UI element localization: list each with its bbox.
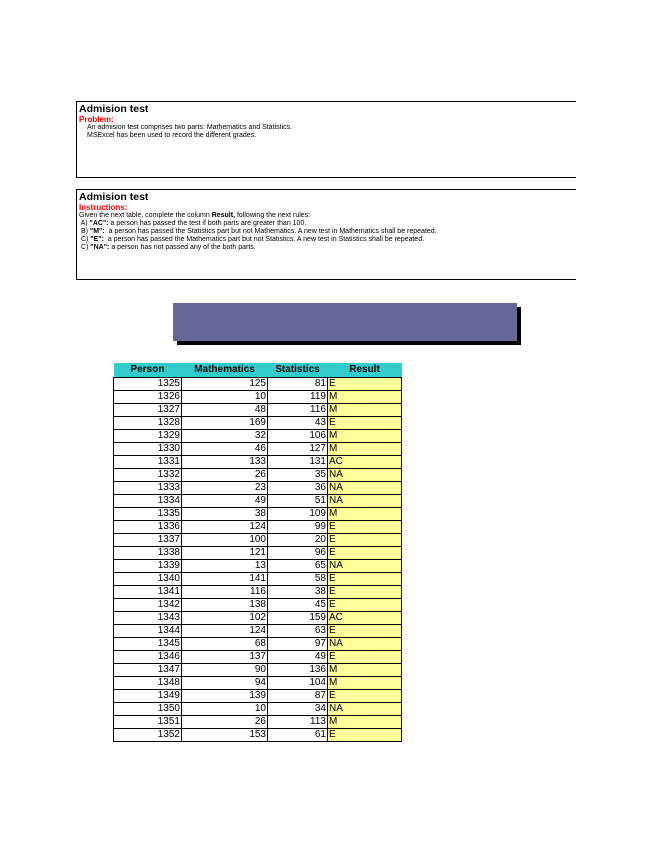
result-cell[interactable]: AC xyxy=(328,456,402,469)
mathematics-cell[interactable]: 169 xyxy=(182,417,268,430)
statistics-cell[interactable]: 58 xyxy=(268,573,328,586)
rule-text: a person has passed the Mathematics part but not Statistics. A new test in Statistics shall be repeated. xyxy=(103,236,425,243)
result-cell[interactable]: NA xyxy=(328,638,402,651)
rule-prefix: C) xyxy=(80,244,91,251)
table-row xyxy=(114,651,402,664)
result-cell[interactable]: M xyxy=(328,404,402,417)
result-cell[interactable]: M xyxy=(328,508,402,521)
result-cell[interactable]: E xyxy=(328,534,402,547)
result-cell[interactable]: AC xyxy=(328,612,402,625)
statistics-cell[interactable]: 87 xyxy=(268,690,328,703)
instructions-box xyxy=(76,189,576,280)
result-cell[interactable]: M xyxy=(328,391,402,404)
statistics-cell[interactable]: 131 xyxy=(268,456,328,469)
person-cell[interactable]: 1344 xyxy=(114,625,182,638)
person-cell[interactable]: 1347 xyxy=(114,664,182,677)
rule-text: a person has passed the Statistics part but not Mathematics. A new test in Mathematics shall be repeated. xyxy=(104,228,437,235)
table-row xyxy=(114,729,402,742)
mathematics-cell[interactable]: 116 xyxy=(182,586,268,599)
table-row xyxy=(114,664,402,677)
mathematics-cell[interactable]: 133 xyxy=(182,456,268,469)
statistics-cell[interactable]: 34 xyxy=(268,703,328,716)
mathematics-cell[interactable]: 125 xyxy=(182,378,268,391)
result-cell[interactable]: E xyxy=(328,729,402,742)
rule-key: "NA": xyxy=(90,244,110,251)
result-cell[interactable]: M xyxy=(328,443,402,456)
table-header-row xyxy=(114,363,402,378)
person-cell[interactable]: 1339 xyxy=(114,560,182,573)
result-cell[interactable]: M xyxy=(328,430,402,443)
mathematics-cell[interactable]: 90 xyxy=(182,664,268,677)
rule-prefix: C) xyxy=(80,236,91,243)
instructions-title: Admision test xyxy=(79,191,149,203)
table-row xyxy=(114,677,402,690)
mathematics-cell[interactable]: 138 xyxy=(182,599,268,612)
result-cell[interactable]: E xyxy=(328,521,402,534)
title-banner xyxy=(173,303,517,341)
statistics-cell[interactable]: 38 xyxy=(268,586,328,599)
person-cell[interactable]: 1329 xyxy=(114,430,182,443)
result-cell[interactable]: E xyxy=(328,547,402,560)
person-cell[interactable]: 1332 xyxy=(114,469,182,482)
statistics-cell[interactable]: 65 xyxy=(268,560,328,573)
table-row xyxy=(114,430,402,443)
statistics-cell[interactable]: 63 xyxy=(268,625,328,638)
rule-key: "E": xyxy=(90,236,104,243)
mathematics-cell[interactable]: 124 xyxy=(182,625,268,638)
mathematics-cell[interactable]: 49 xyxy=(182,495,268,508)
mathematics-cell[interactable]: 141 xyxy=(182,573,268,586)
person-cell[interactable]: 1340 xyxy=(114,573,182,586)
table-row xyxy=(114,417,402,430)
statistics-cell[interactable]: 97 xyxy=(268,638,328,651)
statistics-cell[interactable]: 99 xyxy=(268,521,328,534)
statistics-cell[interactable]: 136 xyxy=(268,664,328,677)
rule-prefix: B) xyxy=(80,228,90,235)
table-row xyxy=(114,638,402,651)
mathematics-cell[interactable]: 100 xyxy=(182,534,268,547)
instructions-intro xyxy=(79,212,576,220)
table-body xyxy=(114,378,402,742)
rule-prefix: A) xyxy=(80,220,90,227)
statistics-cell[interactable]: 43 xyxy=(268,417,328,430)
intro-text: Given the next table, complete the column xyxy=(79,212,212,219)
person-cell[interactable]: 1327 xyxy=(114,404,182,417)
statistics-cell[interactable]: 45 xyxy=(268,599,328,612)
person-cell[interactable]: 1349 xyxy=(114,690,182,703)
table-row xyxy=(114,690,402,703)
result-cell[interactable]: M xyxy=(328,677,402,690)
table-row xyxy=(114,456,402,469)
table-row xyxy=(114,716,402,729)
table-row xyxy=(114,391,402,404)
mathematics-cell[interactable]: 23 xyxy=(182,482,268,495)
mathematics-cell[interactable]: 94 xyxy=(182,677,268,690)
person-cell[interactable]: 1335 xyxy=(114,508,182,521)
rule-line xyxy=(79,236,576,244)
mathematics-cell[interactable]: 32 xyxy=(182,430,268,443)
mathematics-cell[interactable]: 48 xyxy=(182,404,268,417)
mathematics-cell[interactable]: 153 xyxy=(182,729,268,742)
statistics-cell[interactable]: 81 xyxy=(268,378,328,391)
grades-table xyxy=(113,363,402,742)
table-row xyxy=(114,612,402,625)
table-row xyxy=(114,482,402,495)
result-cell[interactable]: M xyxy=(328,664,402,677)
mathematics-cell[interactable]: 124 xyxy=(182,521,268,534)
result-cell[interactable]: E xyxy=(328,599,402,612)
statistics-cell[interactable]: 119 xyxy=(268,391,328,404)
person-cell[interactable]: 1341 xyxy=(114,586,182,599)
header-mathematics: Mathematics xyxy=(182,363,268,378)
statistics-cell[interactable]: 96 xyxy=(268,547,328,560)
person-cell[interactable]: 1346 xyxy=(114,651,182,664)
mathematics-cell[interactable]: 10 xyxy=(182,391,268,404)
person-cell[interactable]: 1330 xyxy=(114,443,182,456)
table-row xyxy=(114,495,402,508)
problem-line: MSExcel has been used to record the different grades. xyxy=(87,132,257,139)
person-cell[interactable]: 1334 xyxy=(114,495,182,508)
result-cell[interactable]: E xyxy=(328,625,402,638)
table-row xyxy=(114,404,402,417)
instructions-label: Instructions: xyxy=(79,203,128,212)
statistics-cell[interactable]: 127 xyxy=(268,443,328,456)
table-row xyxy=(114,573,402,586)
person-cell[interactable]: 1342 xyxy=(114,599,182,612)
statistics-cell[interactable]: 159 xyxy=(268,612,328,625)
mathematics-cell[interactable]: 137 xyxy=(182,651,268,664)
result-cell[interactable]: NA xyxy=(328,495,402,508)
result-cell[interactable]: E xyxy=(328,651,402,664)
problem-line: An admision test comprises two parts: Mathematics and Statistics. xyxy=(87,124,293,131)
statistics-cell[interactable]: 116 xyxy=(268,404,328,417)
result-cell[interactable]: NA xyxy=(328,703,402,716)
table-row xyxy=(114,521,402,534)
problem-box xyxy=(76,101,576,178)
header-statistics: Statistics xyxy=(268,363,328,378)
table-row xyxy=(114,625,402,638)
table-row xyxy=(114,469,402,482)
statistics-cell[interactable]: 49 xyxy=(268,651,328,664)
mathematics-cell[interactable]: 68 xyxy=(182,638,268,651)
statistics-cell[interactable]: 104 xyxy=(268,677,328,690)
mathematics-cell[interactable]: 26 xyxy=(182,716,268,729)
table-row xyxy=(114,560,402,573)
mathematics-cell[interactable]: 13 xyxy=(182,560,268,573)
result-cell[interactable]: NA xyxy=(328,469,402,482)
statistics-cell[interactable]: 61 xyxy=(268,729,328,742)
statistics-cell[interactable]: 20 xyxy=(268,534,328,547)
result-cell[interactable]: E xyxy=(328,417,402,430)
person-cell[interactable]: 1337 xyxy=(114,534,182,547)
table-row xyxy=(114,443,402,456)
table-row xyxy=(114,586,402,599)
mathematics-cell[interactable]: 102 xyxy=(182,612,268,625)
result-cell[interactable]: NA xyxy=(328,560,402,573)
table-row xyxy=(114,599,402,612)
statistics-cell[interactable]: 109 xyxy=(268,508,328,521)
person-cell[interactable]: 1326 xyxy=(114,391,182,404)
mathematics-cell[interactable]: 46 xyxy=(182,443,268,456)
person-cell[interactable]: 1351 xyxy=(114,716,182,729)
rule-key: "AC": xyxy=(89,220,109,227)
rule-line xyxy=(79,220,576,228)
rule-text: a person has not passed any of the both parts. xyxy=(109,244,256,251)
person-cell[interactable]: 1352 xyxy=(114,729,182,742)
rule-key: "M": xyxy=(89,228,105,235)
statistics-cell[interactable]: 35 xyxy=(268,469,328,482)
mathematics-cell[interactable]: 38 xyxy=(182,508,268,521)
result-cell[interactable]: E xyxy=(328,690,402,703)
result-cell[interactable]: E xyxy=(328,586,402,599)
person-cell[interactable]: 1328 xyxy=(114,417,182,430)
statistics-cell[interactable]: 51 xyxy=(268,495,328,508)
person-cell[interactable]: 1325 xyxy=(114,378,182,391)
rule-text: a person has passed the test if both parts are greater than 100. xyxy=(108,220,307,227)
table-row xyxy=(114,703,402,716)
table-row xyxy=(114,508,402,521)
person-cell[interactable]: 1348 xyxy=(114,677,182,690)
intro-bold: Result, xyxy=(211,212,236,219)
mathematics-cell[interactable]: 26 xyxy=(182,469,268,482)
person-cell[interactable]: 1333 xyxy=(114,482,182,495)
statistics-cell[interactable]: 113 xyxy=(268,716,328,729)
table-row xyxy=(114,378,402,391)
person-cell[interactable]: 1343 xyxy=(114,612,182,625)
table-row xyxy=(114,547,402,560)
header-person: Person xyxy=(114,363,182,378)
mathematics-cell[interactable]: 139 xyxy=(182,690,268,703)
result-cell[interactable]: E xyxy=(328,573,402,586)
rule-line xyxy=(79,244,576,252)
intro-text-end: following the next rules: xyxy=(235,212,311,219)
person-cell[interactable]: 1338 xyxy=(114,547,182,560)
person-cell[interactable]: 1350 xyxy=(114,703,182,716)
statistics-cell[interactable]: 106 xyxy=(268,430,328,443)
mathematics-cell[interactable]: 121 xyxy=(182,547,268,560)
result-cell[interactable]: NA xyxy=(328,482,402,495)
result-cell[interactable]: M xyxy=(328,716,402,729)
problem-title: Admision test xyxy=(79,103,149,115)
result-cell[interactable]: E xyxy=(328,378,402,391)
statistics-cell[interactable]: 36 xyxy=(268,482,328,495)
rule-line xyxy=(79,228,576,236)
person-cell[interactable]: 1336 xyxy=(114,521,182,534)
problem-label: Problem: xyxy=(79,115,114,124)
person-cell[interactable]: 1345 xyxy=(114,638,182,651)
header-result: Result xyxy=(328,363,402,378)
mathematics-cell[interactable]: 10 xyxy=(182,703,268,716)
person-cell[interactable]: 1331 xyxy=(114,456,182,469)
table-row xyxy=(114,534,402,547)
